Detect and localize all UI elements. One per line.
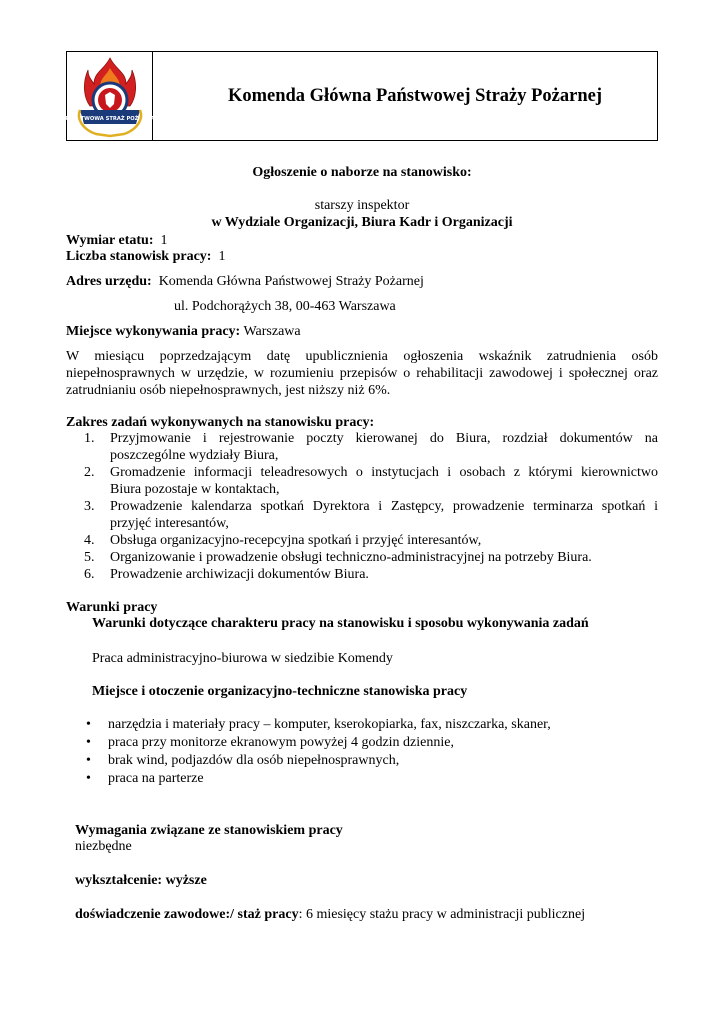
condition-item xyxy=(84,752,551,770)
condition-text: brak wind, podjazdów dla osób niepełnosprawnych, xyxy=(108,753,400,768)
logo-cell xyxy=(64,52,155,140)
task-line1: Prowadzenie archiwizacji dokumentów Biura. xyxy=(110,567,369,582)
bullet-icon: • xyxy=(86,753,91,768)
task-item xyxy=(66,549,658,566)
conditions-subheading1: Warunki dotyczące charakteru pracy na stanowisku i sposobu wykonywania zadań xyxy=(92,616,589,631)
header-title: Komenda Główna Państwowej Straży Pożarnej xyxy=(227,85,603,106)
psp-emblem-icon xyxy=(64,54,155,138)
task-number: 6. xyxy=(84,567,95,582)
adres-line2: ul. Podchorążych 38, 00-463 Warszawa xyxy=(174,299,396,314)
position-name: starszy inspektor xyxy=(314,198,410,213)
requirements-education: wykształcenie: wyższe xyxy=(75,873,207,888)
adres-line1: Komenda Główna Państwowej Straży Pożarnej xyxy=(158,274,424,289)
task-line2: Biura pozostaje w kontaktach, xyxy=(110,482,280,497)
task-line2: poszczególne wydziały Biura, xyxy=(110,448,279,463)
document-header xyxy=(66,51,658,141)
disability-note-line1: W miesiącu poprzedzającym datę upublicznienia ogłoszenia wskaźnik zatrudnienia osób xyxy=(66,349,658,364)
disability-note xyxy=(66,348,658,399)
miejsce-pracy xyxy=(66,323,301,340)
task-line1: Przyjmowanie i rejestrowanie poczty kierowanej do Biura, rozdział dokumentów na xyxy=(110,431,658,446)
wymiar-etatu xyxy=(66,232,167,249)
announcement-heading: Ogłoszenie o naborze na stanowisko: xyxy=(252,165,472,180)
experience-value: : 6 miesięcy stażu pracy w administracji publicznej xyxy=(298,907,586,922)
liczba-label: Liczba stanowisk pracy: xyxy=(66,249,212,264)
task-item xyxy=(66,566,658,583)
task-number: 1. xyxy=(84,431,95,446)
bullet-icon: • xyxy=(86,771,91,786)
miejsce-label: Miejsce wykonywania pracy: xyxy=(66,324,241,339)
bullet-icon: • xyxy=(86,717,91,732)
task-line1: Prowadzenie kalendarza spotkań Dyrektora i Zastępcy, prowadzenie terminarza spotkań i xyxy=(110,499,658,514)
requirements-heading: Wymagania związane ze stanowiskiem pracy xyxy=(75,823,343,838)
conditions-subheading2: Miejsce i otoczenie organizacyjno-techniczne stanowiska pracy xyxy=(92,684,468,699)
adres-label: Adres urzędu: xyxy=(66,274,152,289)
requirements-experience xyxy=(75,906,585,923)
task-item xyxy=(66,464,658,498)
conditions-heading: Warunki pracy xyxy=(66,600,158,615)
wymiar-value: 1 xyxy=(160,233,168,248)
task-number: 4. xyxy=(84,533,95,548)
tasks-list xyxy=(66,430,658,583)
miejsce-value: Warszawa xyxy=(243,324,301,339)
disability-note-line2: niepełnosprawnych w urzędzie, w rozumieniu przepisów o rehabilitacji zawodowej i społecznej oraz xyxy=(66,366,658,381)
liczba-value: 1 xyxy=(218,249,226,264)
condition-text: narzędzia i materiały pracy – komputer, kserokopiarka, fax, niszczarka, skaner, xyxy=(108,717,551,732)
condition-text: praca na parterze xyxy=(108,771,204,786)
condition-item xyxy=(84,716,551,734)
requirements-sub: niezbędne xyxy=(75,839,132,854)
department-name: w Wydziale Organizacji, Biura Kadr i Organizacji xyxy=(211,215,513,230)
task-line1: Organizowanie i prowadzenie obsługi techniczno-administracyjnej na potrzeby Biura. xyxy=(110,550,592,565)
condition-item xyxy=(84,770,551,788)
task-line2: przyjęć interesantów, xyxy=(110,516,229,531)
task-line1: Obsługa organizacyjno-recepcyjna spotkań i przyjęć interesantów, xyxy=(110,533,482,548)
task-line1: Gromadzenie informacji teleadresowych o instytucjach i osobach z którymi kierownictwo xyxy=(110,465,658,480)
adres-urzedu xyxy=(66,273,424,290)
tasks-heading: Zakres zadań wykonywanych na stanowisku pracy: xyxy=(66,415,375,430)
task-number: 3. xyxy=(84,499,95,514)
condition-text: praca przy monitorze ekranowym powyżej 4 godzin dziennie, xyxy=(108,735,454,750)
condition-item xyxy=(84,734,551,752)
bullet-icon: • xyxy=(86,735,91,750)
liczba-stanowisk xyxy=(66,248,225,265)
disability-note-line3: zatrudnianiu osób niepełnosprawnych, jest niższy niż 6%. xyxy=(66,383,391,398)
svg-text:PAŃSTWOWA STRAŻ POŻARNA: PAŃSTWOWA STRAŻ POŻARNA xyxy=(64,116,155,122)
task-item xyxy=(66,498,658,532)
task-number: 5. xyxy=(84,550,95,565)
task-number: 2. xyxy=(84,465,95,480)
task-item xyxy=(66,532,658,549)
conditions-list xyxy=(84,716,551,788)
wymiar-label: Wymiar etatu: xyxy=(66,233,154,248)
task-item xyxy=(66,430,658,464)
conditions-text1: Praca administracyjno-biurowa w siedzibie Komendy xyxy=(92,651,393,666)
experience-label: doświadczenie zawodowe:/ staż pracy xyxy=(75,907,299,922)
